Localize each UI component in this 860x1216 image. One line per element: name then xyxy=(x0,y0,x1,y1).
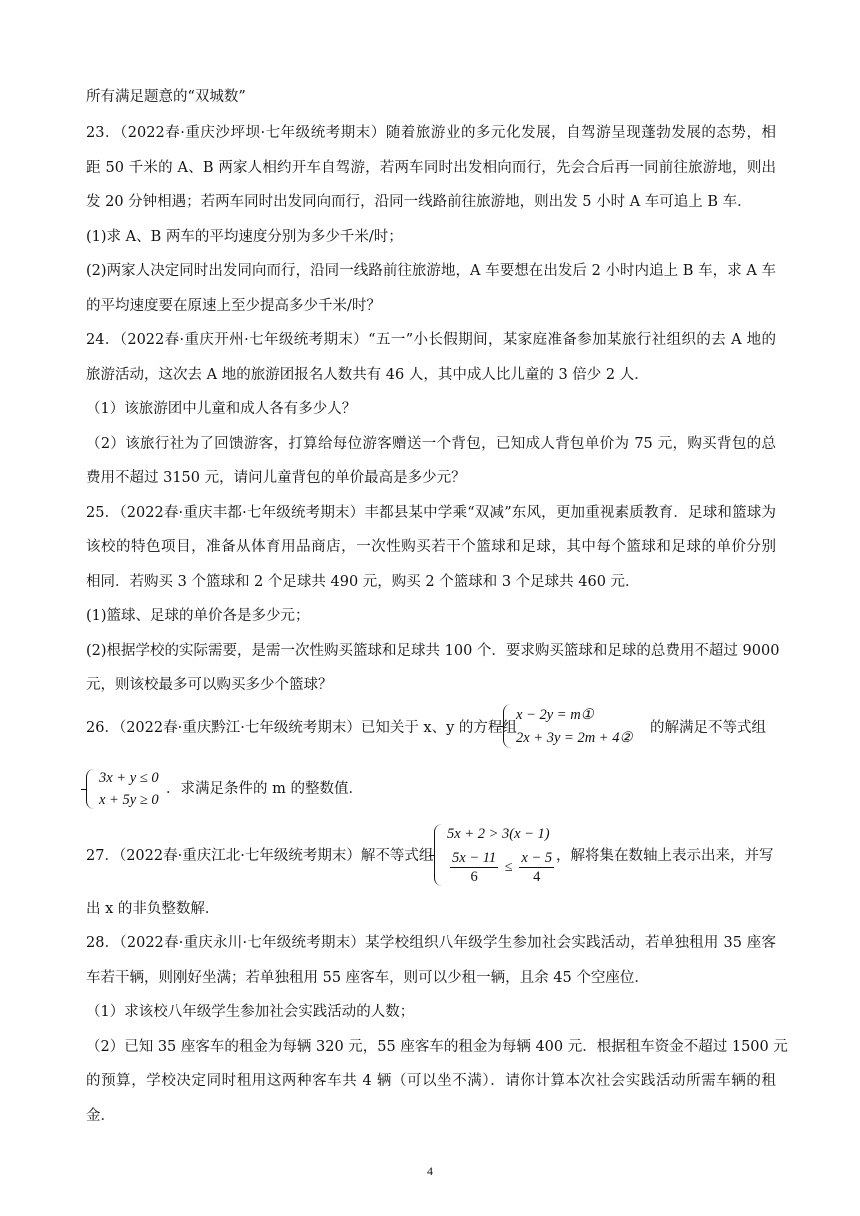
text-line: 费用不超过 3150 元，请问儿童背包的单价最高是多少元？ xyxy=(86,470,466,486)
text-line: 该校的特色项目，准备从体育用品商店，一次性购买若干个篮球和足球，其中每个篮球和足球的单价分别 xyxy=(86,539,776,555)
text-line: 距 50 千米的 A、B 两家人相约开车自驾游，若两车同时出发相向而行，先会合后再一同前往旅游地，则出 xyxy=(86,160,776,176)
inequality-fraction: $\frac{5x - 11}{6}$ ≤ $\frac{x - 5}{4}$ xyxy=(452,849,553,885)
inequality-system-27 xyxy=(434,822,557,888)
text-line: （1）求该校八年级学生参加社会实践活动的人数； xyxy=(86,1004,415,1020)
question-27-line: 27．（2022春·重庆江北·七年级统考期末）解不等式组 xyxy=(86,848,434,864)
equation-system-26 xyxy=(503,700,632,752)
text-line: ，解将集在数轴上表示出来，并写 xyxy=(556,848,774,864)
inequality: 5x + 2 > 3(x − 1) xyxy=(447,825,550,842)
text-line: (2)根据学校的实际需要，是需一次性购买篮球和足球共 100 个．要求购买篮球和足球的总费用不超过 9000 xyxy=(86,643,780,659)
text-line: （2）该旅行社为了回馈游客，打算给每位游客赠送一个背包，已知成人背包单价为 75 元，购买背包的总 xyxy=(86,436,776,452)
equation: x − 2y = m① xyxy=(516,706,594,723)
text-line: 所有满足题意的“双城数” xyxy=(86,89,246,105)
equation: 2x + 3y = 2m + 4② xyxy=(516,729,633,746)
text-line: 车若干辆，则刚好坐满；若单独租用 55 座客车，则可以少租一辆，且余 45 个空座位． xyxy=(86,970,649,986)
text-line: 的平均速度要在原速上至少提高多少千米/时？ xyxy=(86,298,381,314)
text-line: (1)篮球、足球的单价各是多少元； xyxy=(86,608,310,624)
text-line: 金． xyxy=(86,1108,115,1124)
text-line: ．求满足条件的 m 的整数值． xyxy=(166,781,363,797)
text-line: 出 x 的非负整数解． xyxy=(86,901,220,917)
question-28-line: 28．（2022春·重庆永川·七年级统考期末）某学校组织八年级学生参加社会实践活动，若单独租用 35 座客 xyxy=(86,935,776,951)
text-line: （1）该旅游团中儿童和成人各有多少人？ xyxy=(86,401,357,417)
text-line: 的解满足不等式组 xyxy=(650,720,766,736)
question-24-line: 24．（2022春·重庆开州·七年级统考期末）“五一”小长假期间，某家庭准备参加某旅行社组织的去 A 地的 xyxy=(86,332,776,348)
text-line: 元，则该校最多可以购买多少个篮球？ xyxy=(86,677,333,693)
question-25-line: 25．（2022春·重庆丰都·七年级统考期末）丰都县某中学乘“双减”东风，更加重视素质教育．足球和篮球为 xyxy=(86,505,776,521)
text-line: 旅游活动，这次去 A 地的旅游团报名人数共有 46 人，其中成人比儿童的 3 倍少 2 人． xyxy=(86,367,649,383)
inequality: x + 5y ≥ 0 xyxy=(99,792,159,808)
fraction: $\frac{5x - 11}{6}$ xyxy=(452,849,497,885)
fraction: $\frac{x - 5}{4}$ xyxy=(521,849,553,885)
question-26-line: 26．（2022春·重庆黔江·七年级统考期末）已知关于 x、y 的方程组 xyxy=(86,720,517,736)
text-line: 的预算，学校决定同时租用这两种客车共 4 辆（可以坐不满）．请你计算本次社会实践活动所需车辆的租 xyxy=(86,1073,776,1089)
text-line: (1)求 A、B 两车的平均速度分别为多少千米/时； xyxy=(86,229,403,245)
inequality-system-26 xyxy=(86,766,159,812)
question-23-line: 23．（2022春·重庆沙坪坝·七年级统考期末）随着旅游业的多元化发展，自驾游呈现蓬勃发展的态势，相 xyxy=(86,125,776,141)
text-line: 相同．若购买 3 个篮球和 2 个足球共 490 元，购买 2 个篮球和 3 个足球共 460 元． xyxy=(86,574,640,590)
text-line: 发 20 分钟相遇；若两车同时出发同向而行，沿同一线路前往旅游地，则出发 5 小时 A 车可追上 B 车． xyxy=(86,194,752,210)
inequality: 3x + y ≤ 0 xyxy=(99,770,159,786)
text-line: （2）已知 35 座客车的租金为每辆 320 元，55 座客车的租金为每辆 400 元．根据租车资金不超过 1500 元 xyxy=(86,1039,788,1055)
text-line: (2)两家人决定同时出发同向而行，沿同一线路前往旅游地，A 车要想在出发后 2 小时内追上 B 车，求 A 车 xyxy=(86,263,776,279)
page-number: 4 xyxy=(427,1164,433,1178)
